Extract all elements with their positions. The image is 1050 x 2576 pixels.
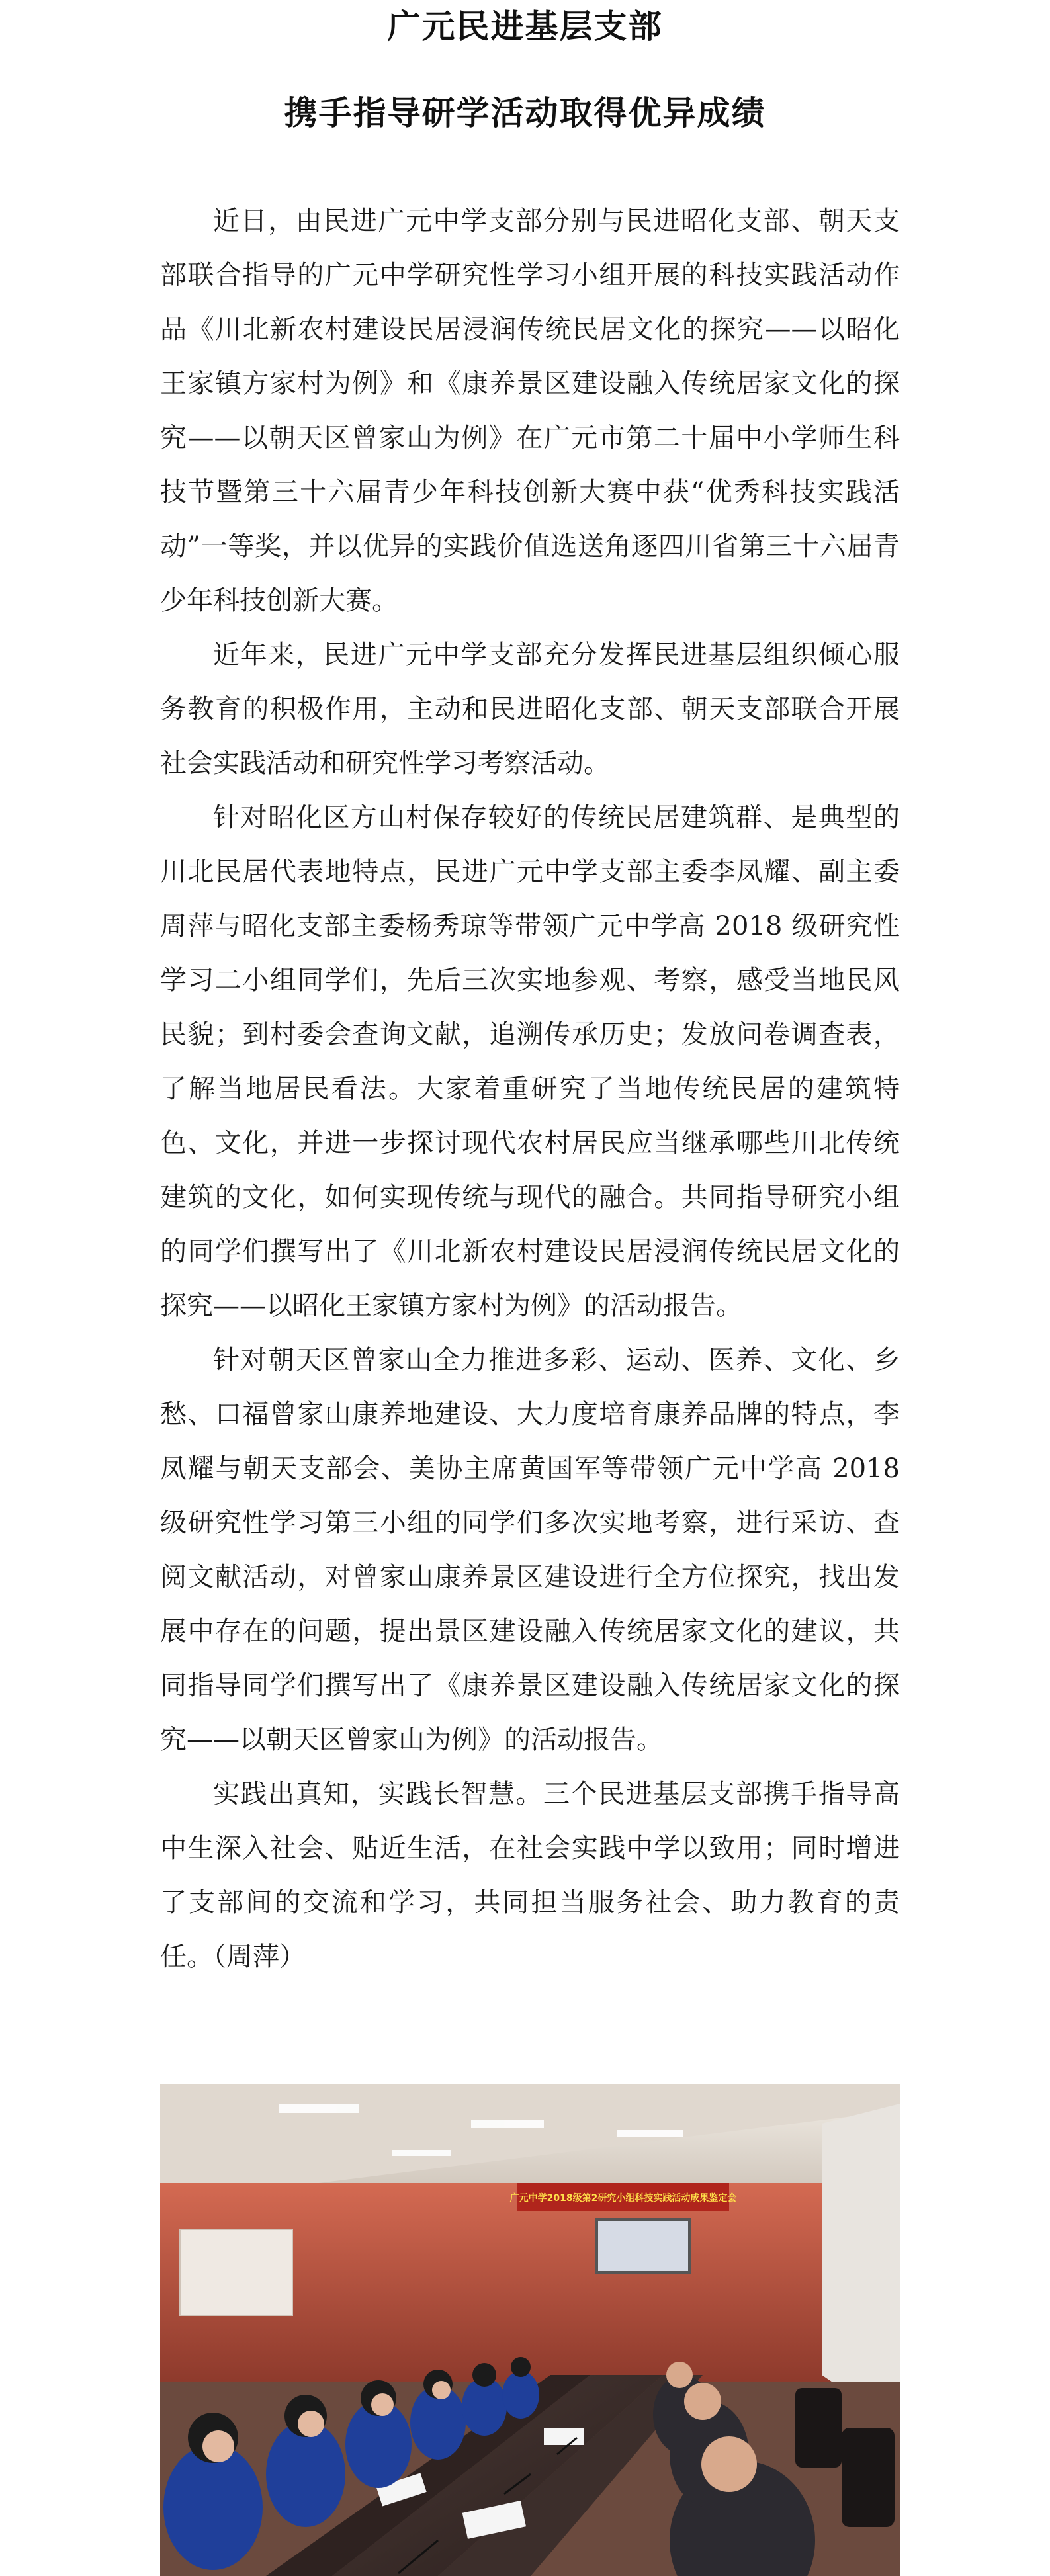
banner-text: 广元中学2018级第2研究小组科技实践活动成果鉴定会 [509, 2193, 737, 2204]
paragraph-1: 近日，由民进广元中学支部分别与民进昭化支部、朝天支部联合指导的广元中学研究性学习小组开展的科技实践活动作品《川北新农村建设民居浸润传统民居文化的探究——以昭化王家镇方家村为例》和《康养景区建设融入传统居家文化的探究——以朝天区曾家山为例》在广元市第二十届中小学师生科技节暨第三十六届青少年科技创新大赛中获“优秀科技实践活动”一等奖，并以优异的实践价值选送角逐四川省第三十六届青少年科技创新大赛。 [160, 206, 900, 616]
meeting-photo [160, 2084, 900, 2576]
article-body [160, 194, 900, 1984]
paragraph-2: 近年来，民进广元中学支部充分发挥民进基层组织倾心服务教育的积极作用，主动和民进昭化支部、朝天支部联合开展社会实践活动和研究性学习考察活动。 [160, 640, 900, 779]
paragraph-4: 针对朝天区曾家山全力推进多彩、运动、医养、文化、乡愁、口福曾家山康养地建设、大力度培育康养品牌的特点，李凤耀与朝天支部会、美协主席黄国军等带领广元中学高 2018 级研究性学习第三小组的同学们多次实地考察，进行采访、查阅文献活动，对曾家山康养景区建设进行全方位探究，找出发展中存在的问题，提出景区建设融入传统居家文化的建议，共同指导同学们撰写出了《康养景区建设融入传统居家文化的探究——以朝天区曾家山为例》的活动报告。 [160, 1345, 900, 1755]
paragraph-5: 实践出真知，实践长智慧。三个民进基层支部携手指导高中生深入社会、贴近生活，在社会实践中学以致用；同时增进了支部间的交流和学习，共同担当服务社会、助力教育的责任。（周萍） [160, 1779, 900, 1972]
paragraph-3: 针对昭化区方山村保存较好的传统民居建筑群、是典型的川北民居代表地特点，民进广元中学支部主委李凤耀、副主委周萍与昭化支部主委杨秀琼等带领广元中学高 2018 级研究性学习二小组同学们，先后三次实地参观、考察，感受当地民风民貌；到村委会查询文献，追溯传承历史；发放问卷调查表，了解当地居民看法。大家着重研究了当地传统民居的建筑特色、文化，并进一步探讨现代农村居民应当继承哪些川北传统建筑的文化，如何实现传统与现代的融合。共同指导研究小组的同学们撰写出了《川北新农村建设民居浸润传统民居文化的探究——以昭化王家镇方家村为例》的活动报告。 [160, 802, 900, 1321]
page-title-line-1: 广元民进基层支部 [387, 7, 663, 46]
page-title-line-2: 携手指导研学活动取得优异成绩 [284, 93, 766, 132]
